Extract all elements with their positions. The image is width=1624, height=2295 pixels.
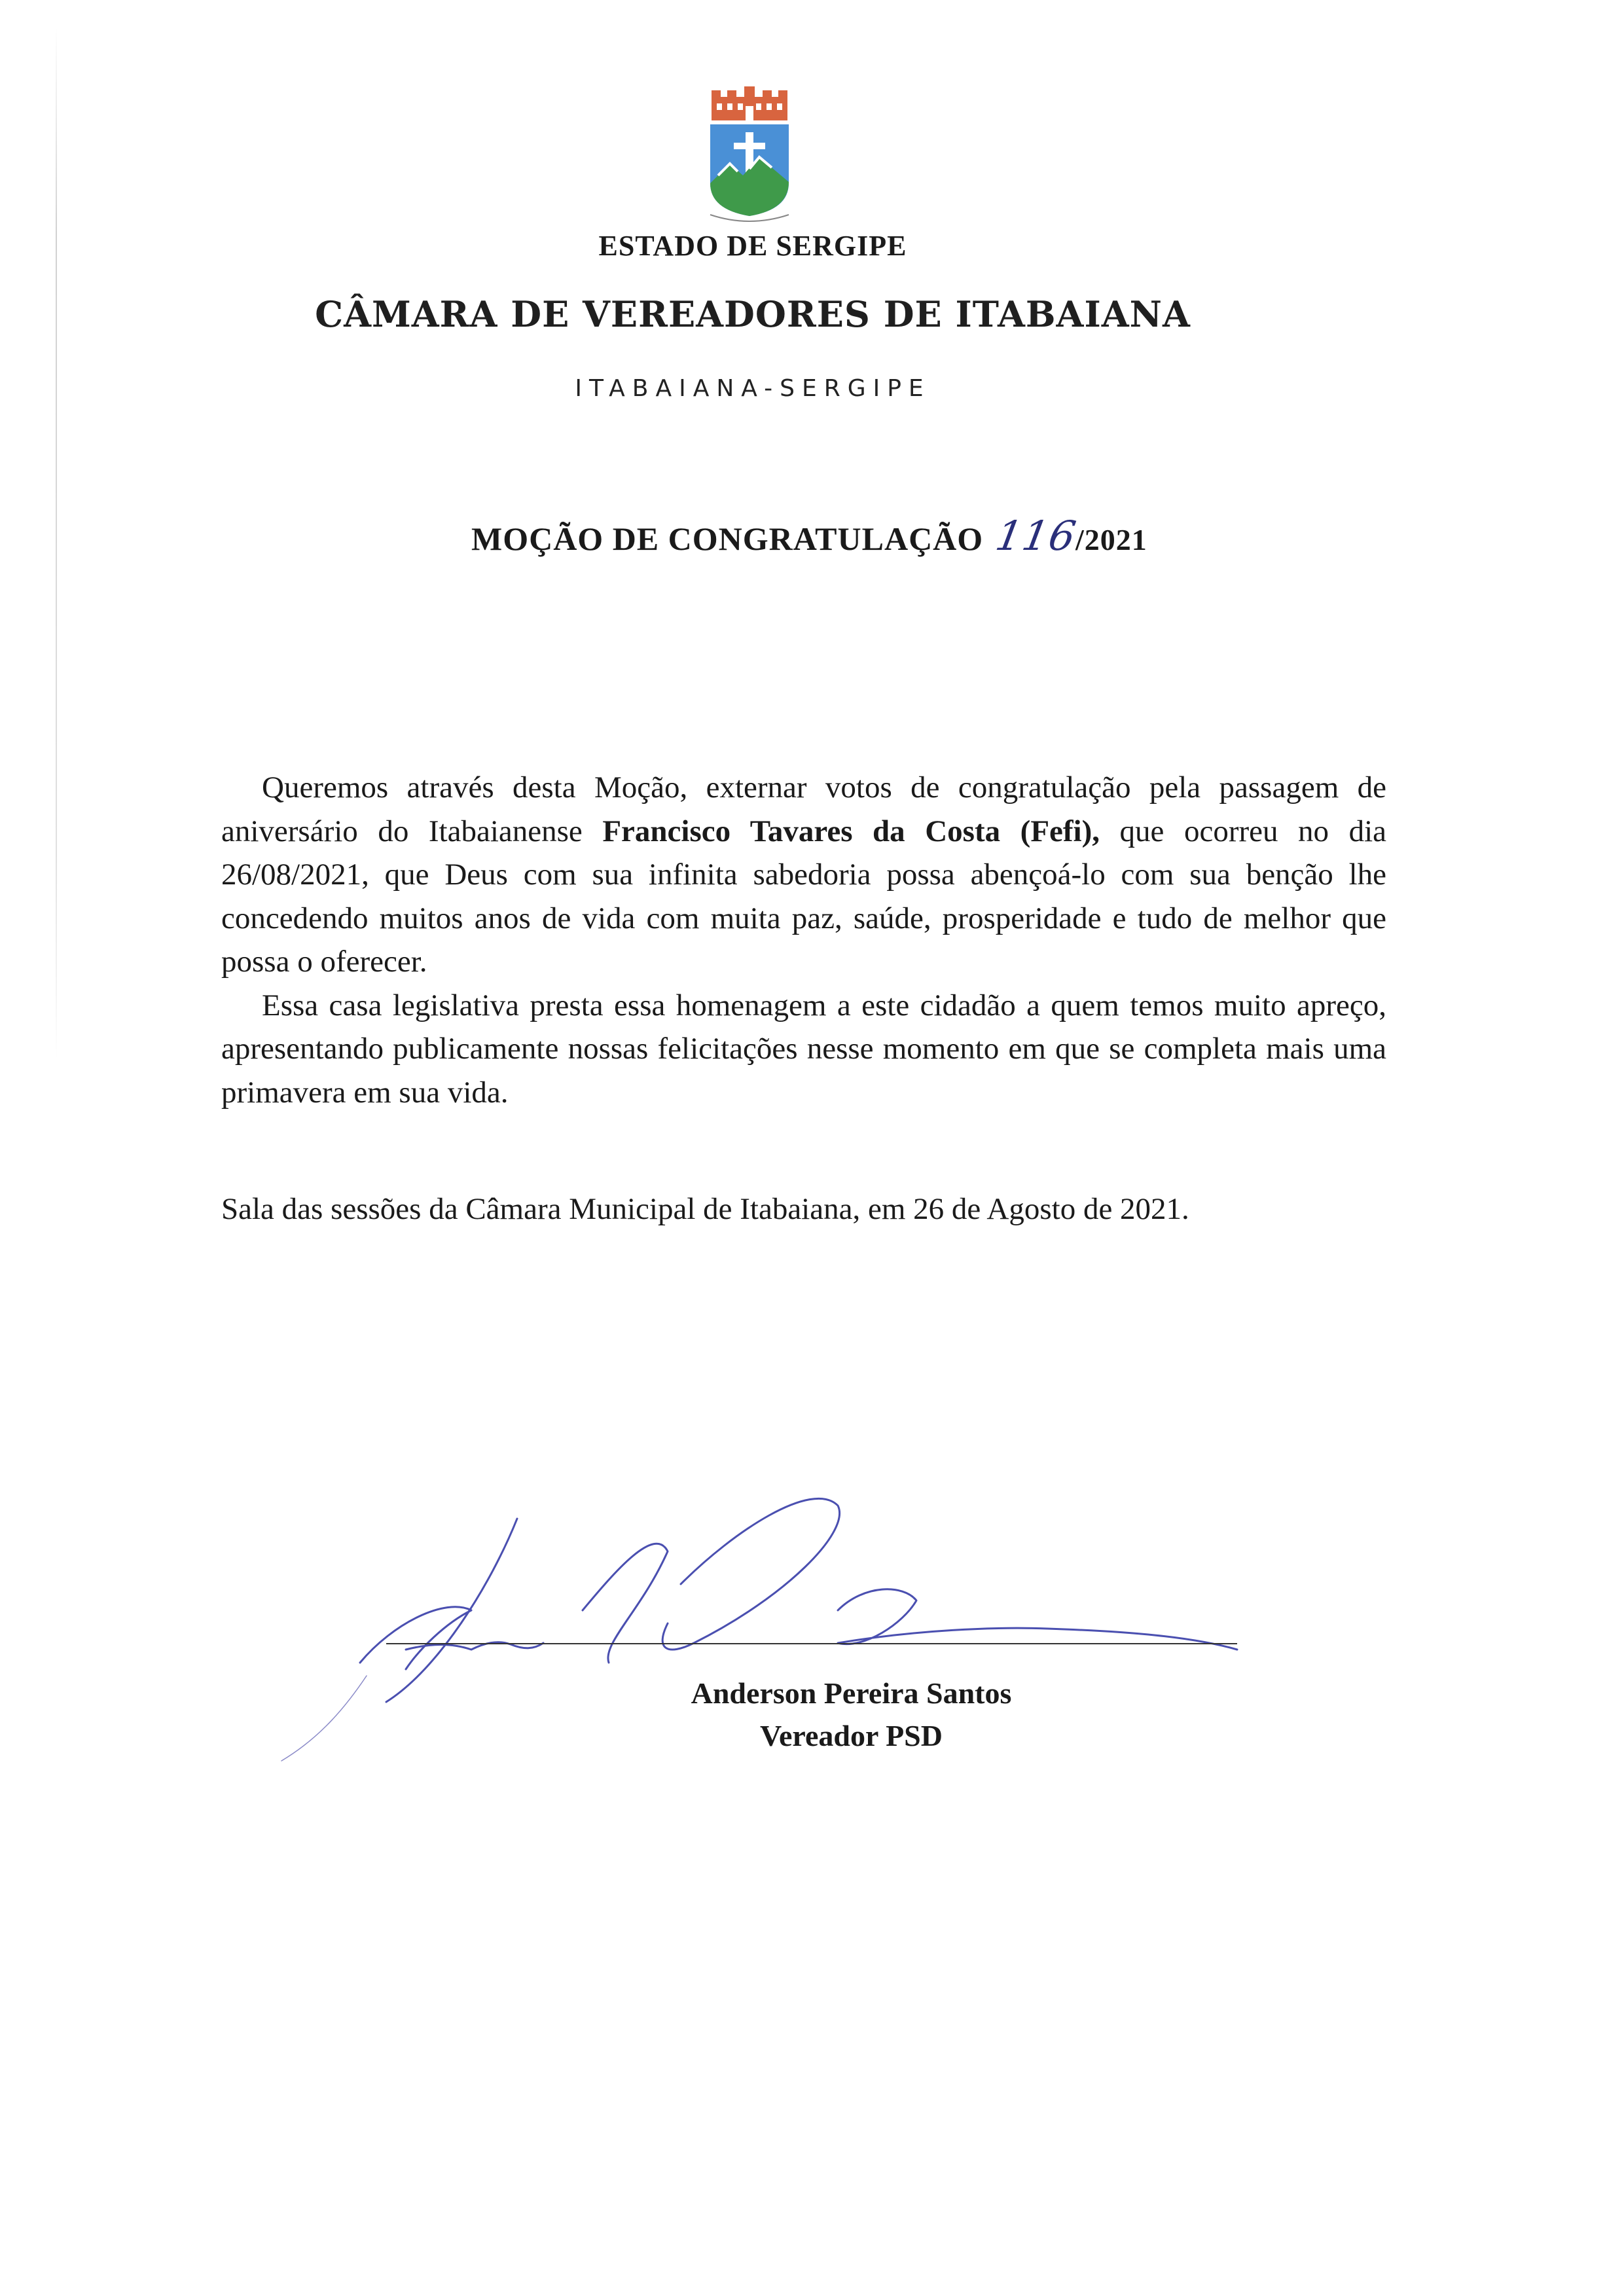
signer-role: Vereador PSD	[760, 1719, 943, 1752]
motion-title	[471, 512, 1147, 560]
motion-title-text: MOÇÃO DE CONGRATULAÇÃO	[471, 520, 984, 557]
honoree-name: Francisco Tavares da Costa (Fefi),	[602, 814, 1100, 848]
motion-year: /2021	[1075, 523, 1147, 556]
body-paragraph-1-intro: Queremos através desta Moção, externar votos de congratulação pela passagem de aniversário do Itabaianense	[221, 770, 1386, 848]
city-name: ITABAIANA-SERGIPE	[575, 375, 931, 402]
motion-number: 116	[992, 512, 1080, 560]
body-paragraph-2: Essa casa legislativa presta essa homenagem a este cidadão a quem temos muito apreço, apresentando publicamente nossas felicitações nesse momento em que se completa mais uma primavera em sua vida.	[221, 988, 1386, 1110]
state-name: ESTADO DE SERGIPE	[598, 230, 907, 262]
body-paragraph-1	[221, 766, 1386, 984]
municipal-crest-icon	[704, 85, 795, 226]
signer-name: Anderson Pereira Santos	[691, 1676, 1012, 1710]
chamber-name: CÂMARA DE VEREADORES DE ITABAIANA	[315, 293, 1191, 335]
scan-edge-line	[56, 26, 57, 1060]
closing-line: Sala das sessões da Câmara Municipal de Itabaiana, em 26 de Agosto de 2021.	[221, 1192, 1189, 1226]
signature-line	[386, 1643, 1237, 1644]
body-paragraph-1-rest: que ocorreu no dia 26/08/2021, que Deus com sua infinita sabedoria possa abençoá-lo com sua benção lhe concedendo muitos anos de vida com muita paz, saúde, prosperidade e tudo de melhor que possa o oferecer.	[221, 814, 1387, 979]
motion-body	[221, 766, 1386, 1114]
